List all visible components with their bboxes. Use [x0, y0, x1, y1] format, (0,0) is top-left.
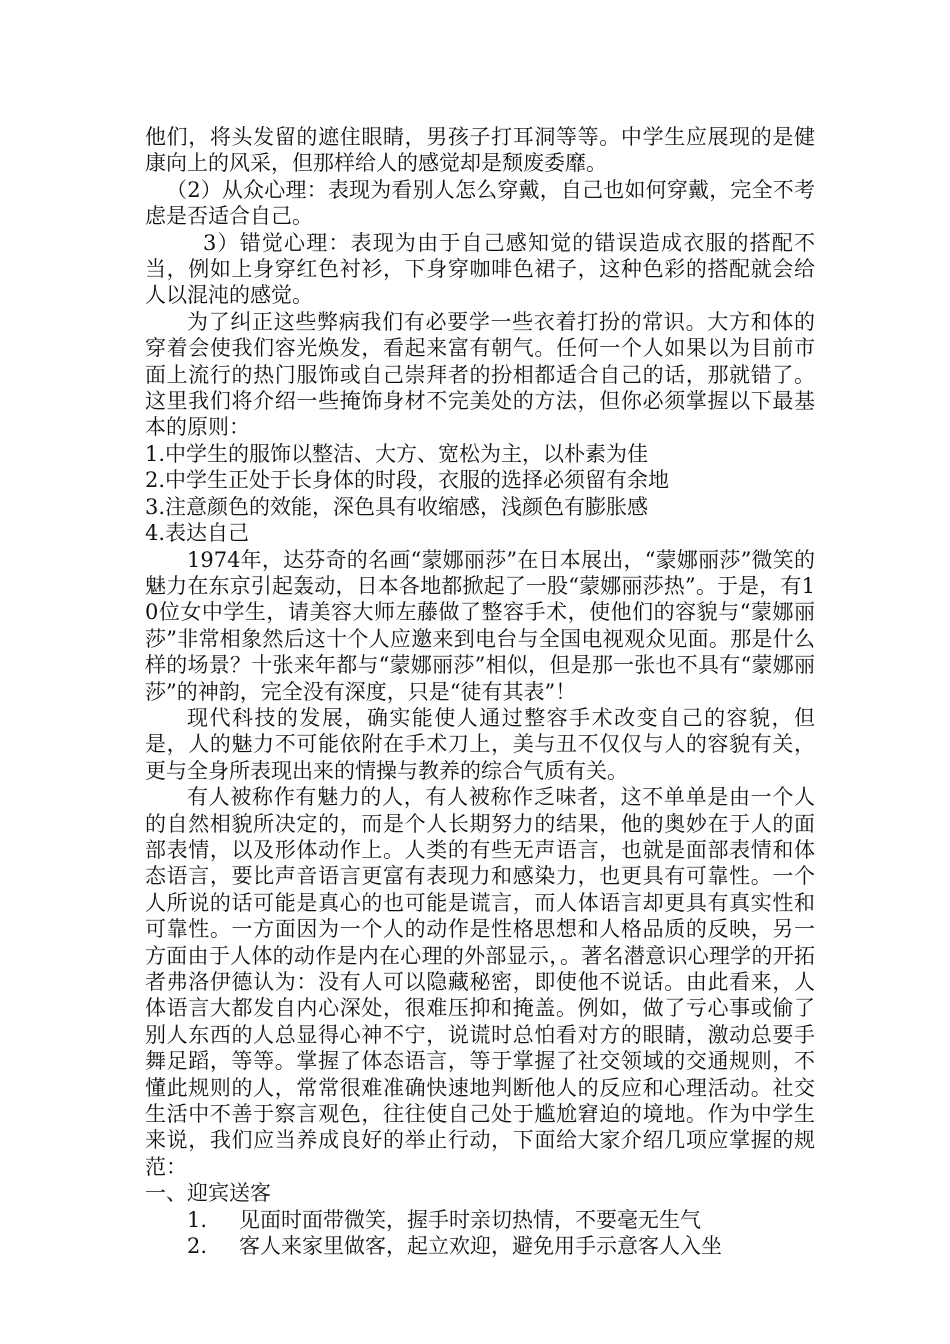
principle-item-3: 3.注意颜色的效能，深色具有收缩感，浅颜色有膨胀感 [145, 494, 649, 519]
section-heading-reception: 一、迎宾送客 [145, 1181, 271, 1206]
paragraph-continuation: 他们，将头发留的遮住眼睛，男孩子打耳洞等等。中学生应展现的是健康向上的风采，但那样给人的感觉却是颓废委靡。 [145, 125, 815, 176]
reception-item-text: 见面时面带微笑，握手时亲切热情，不要毫无生气 [239, 1207, 701, 1232]
paragraph-illusion-psychology: 3）错觉心理：表现为由于自己感知觉的错误造成衣服的搭配不当，例如上身穿红色衬衫，下身穿咖啡色裙子，这种色彩的搭配就会给人以混沌的感觉。 [145, 230, 815, 308]
paragraph-modern-technology: 现代科技的发展，确实能使人通过整容手术改变自己的容貌，但是，人的魅力不可能依附在手术刀上，美与丑不仅仅与人的容貌有关，更与全身所表现出来的情操与教养的综合气质有关。 [145, 705, 815, 783]
document-body [145, 124, 815, 1259]
reception-item-number: 1. [187, 1207, 208, 1232]
principle-item-4: 4.表达自己 [145, 521, 250, 546]
paragraph-dress-principles-intro: 为了纠正这些弊病我们有必要学一些衣着打扮的常识。大方和体的穿着会使我们容光焕发，看起来富有朝气。任何一个人如果以为目前市面上流行的热门服饰或自己崇拜者的扮相都适合自己的话，那就错了。这里我们将介绍一些掩饰身材不完美处的方法，但你必须掌握以下最基本的原则： [145, 309, 815, 440]
reception-item-1 [145, 1207, 815, 1233]
reception-item-number: 2. [187, 1234, 208, 1259]
paragraph-mona-lisa-story: 1974年，达芬奇的名画“蒙娜丽莎”在日本展出，“蒙娜丽莎”微笑的魅力在东京引起轰动，日本各地都掀起了一股“蒙娜丽莎热”。于是，有10位女中学生，请美容大师左藤做了整容手术，使他们的容貌与“蒙娜丽莎”非常相象然后这十个人应邀来到电台与全国电视观众见面。那是什么样的场景？十张来年都与“蒙娜丽莎”相似，但是那一张也不具有“蒙娜丽莎”的神韵，完全没有深度，只是“徒有其表”！ [145, 547, 815, 704]
paragraph-conformity-psychology: （2）从众心理：表现为看别人怎么穿戴，自己也如何穿戴，完全不考虑是否适合自己。 [145, 177, 815, 229]
reception-item-text: 客人来家里做客，起立欢迎，避免用手示意客人入坐 [239, 1234, 722, 1259]
principle-item-2: 2.中学生正处于长身体的时段，衣服的选择必须留有余地 [145, 468, 670, 493]
paragraph-body-language: 有人被称作有魅力的人，有人被称作乏味者，这不单单是由一个人的自然相貌所决定的，而是个人长期努力的结果，他的奥妙在于人的面部表情，以及形体动作上。人类的有些无声语言，也就是面部表情和体态语言，要比声音语言更富有表现力和感染力，也更具有可靠性。一个人所说的话可能是真心的也可能是谎言，而人体语言却更具有真实性和可靠性。一方面因为一个人的动作是性格思想和人格品质的反映，另一方面由于人体的动作是内在心理的外部显示，。著名潜意识心理学的开拓者弗洛伊德认为：没有人可以隐藏秘密，即使他不说话。由此看来，人体语言大都发自内心深处，很难压抑和掩盖。例如，做了亏心事或偷了别人东西的人总显得心神不宁，说谎时总怕看对方的眼睛，激动总要手舞足蹈，等等。掌握了体态语言，等于掌握了社交领域的交通规则，不懂此规则的人，常常很难准确快速地判断他人的反应和心理活动。社交生活中不善于察言观色，往往使自己处于尴尬窘迫的境地。作为中学生来说，我们应当养成良好的举止行动，下面给大家介绍几项应掌握的规范： [145, 785, 815, 1179]
principle-item-1: 1.中学生的服饰以整洁、大方、宽松为主，以朴素为佳 [145, 441, 649, 466]
reception-item-2 [145, 1233, 815, 1259]
